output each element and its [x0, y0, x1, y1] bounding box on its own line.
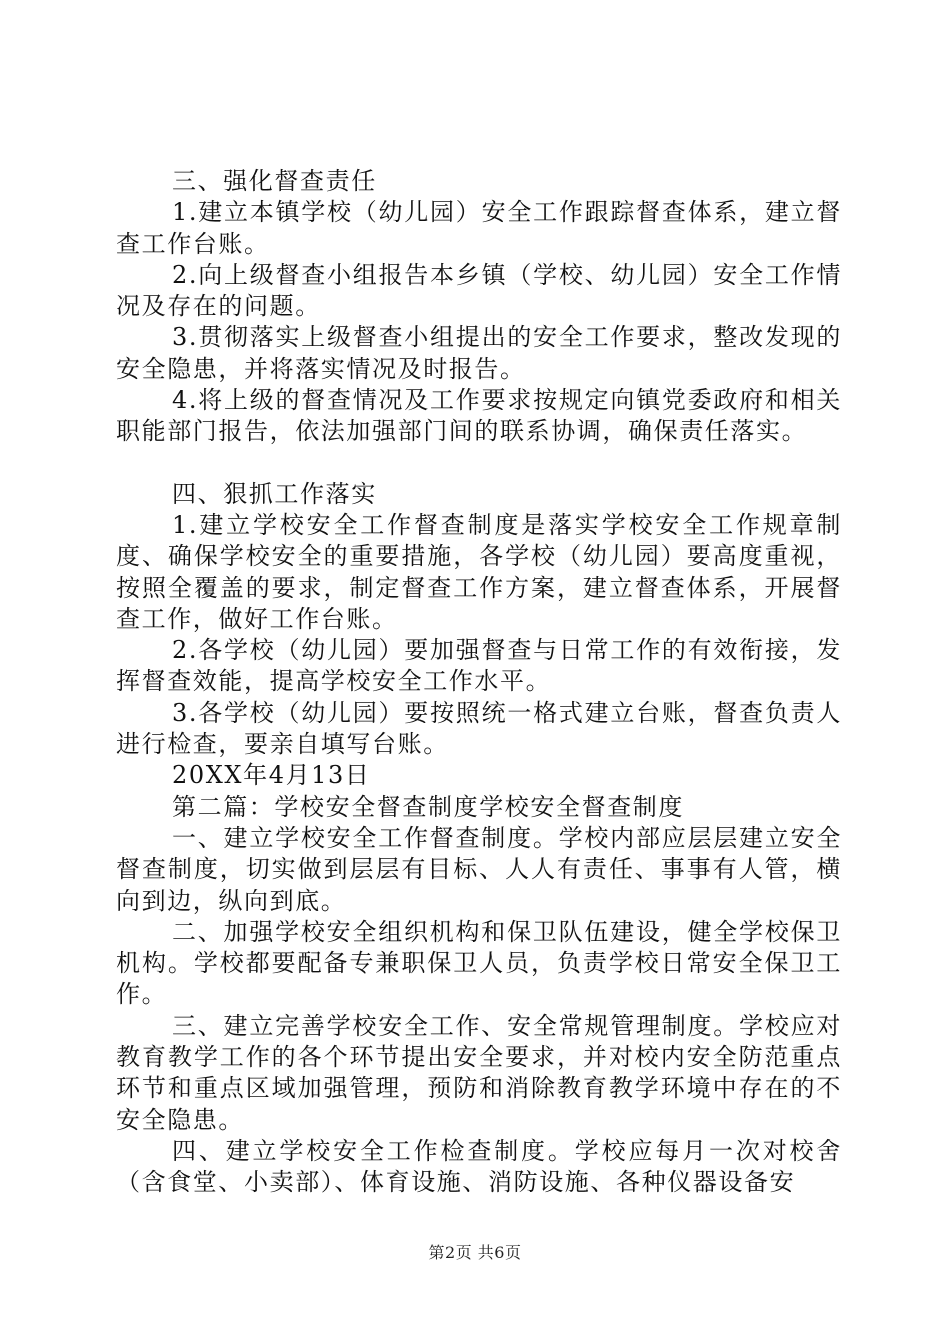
- paragraph: 3.贯彻落实上级督查小组提出的安全工作要求，整改发现的安全隐患，并将落实情况及时报告。: [116, 323, 842, 383]
- paragraph: 1.建立学校安全工作督查制度是落实学校安全工作规章制度、确保学校安全的重要措施，各学校（幼儿园）要高度重视，按照全覆盖的要求，制定督查工作方案，建立督查体系，开展督查工作，做好工作台账。: [116, 510, 842, 633]
- section-heading: 四、狠抓工作落实: [172, 479, 377, 508]
- paragraph: 1.建立本镇学校（幼儿园）安全工作跟踪督查体系，建立督查工作台账。: [116, 198, 842, 258]
- paragraph: 二、加强学校安全组织机构和保卫队伍建设，健全学校保卫机构。学校都要配备专兼职保卫人员，负责学校日常安全保卫工作。: [116, 917, 842, 1009]
- section-gap: [116, 448, 842, 479]
- paragraph: 三、建立完善学校安全工作、安全常规管理制度。学校应对教育教学工作的各个环节提出安全要求，并对校内安全防范重点环节和重点区域加强管理，预防和消除教育教学环境中存在的不安全隐患。: [116, 1011, 842, 1134]
- document-body: [116, 166, 842, 1199]
- paragraph: 2.各学校（幼儿园）要加强督查与日常工作的有效衔接，发挥督查效能，提高学校安全工作水平。: [116, 636, 842, 696]
- page-number-footer: 第2页 共6页: [428, 1243, 522, 1262]
- paragraph: 4.将上级的督查情况及工作要求按规定向镇党委政府和相关职能部门报告，依法加强部门间的联系协调，确保责任落实。: [116, 386, 842, 446]
- document-date: 20XX年4月13日: [172, 761, 371, 790]
- part-two-title: 第二篇：学校安全督查制度学校安全督查制度: [172, 792, 684, 821]
- paragraph: 四、建立学校安全工作检查制度。学校应每月一次对校舍（含食堂、小卖部）、体育设施、消防设施、各种仪器设备安: [116, 1136, 842, 1197]
- section-heading: 三、强化督查责任: [172, 167, 377, 195]
- paragraph: 一、建立学校安全工作督查制度。学校内部应层层建立安全督查制度，切实做到层层有目标、人人有责任、事事有人管，横向到边，纵向到底。: [116, 823, 842, 915]
- paragraph: 3.各学校（幼儿园）要按照统一格式建立台账，督查负责人进行检查，要亲自填写台账。: [116, 698, 842, 759]
- paragraph: 2.向上级督查小组报告本乡镇（学校、幼儿园）安全工作情况及存在的问题。: [116, 260, 842, 321]
